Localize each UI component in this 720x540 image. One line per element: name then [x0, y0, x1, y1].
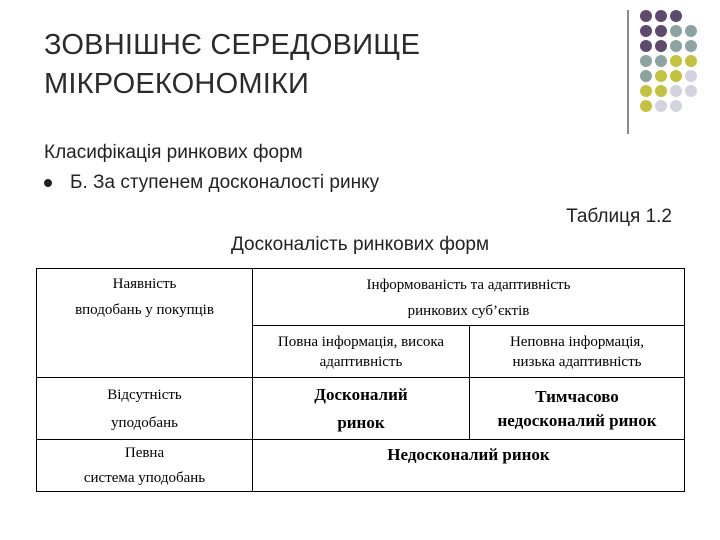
decor-dot: [655, 100, 667, 112]
decor-divider-line: [627, 10, 629, 134]
table-number-label: Таблиця 1.2: [566, 206, 672, 227]
decor-dot: [655, 10, 667, 22]
subheader-partial-info: Неповна інформація, низька адаптивність: [509, 333, 645, 370]
decor-dot: [670, 25, 682, 37]
bullet-item: [44, 172, 379, 194]
row-label-no-preferences: Відсутність уподобань: [107, 386, 182, 431]
decor-dot: [655, 70, 667, 82]
table-caption: Досконалість ринкових форм: [230, 234, 490, 255]
decor-dot: [640, 100, 652, 112]
decor-dot: [640, 10, 652, 22]
subtitle: Класифікація ринкових форм: [44, 142, 303, 163]
decor-dot: [670, 10, 682, 22]
decor-dot: [640, 25, 652, 37]
decor-dot: [670, 55, 682, 67]
decor-dot: [640, 40, 652, 52]
decor-dot: [640, 55, 652, 67]
decor-dot: [655, 40, 667, 52]
row-label-preference-system: Певна система уподобань: [83, 444, 206, 486]
decor-dot-grid: [640, 10, 710, 120]
slide-title: ЗОВНІШНЄ СЕРЕДОВИЩЕ МІКРОЕКОНОМІКИ: [44, 29, 421, 100]
decor-dot: [655, 25, 667, 37]
decor-dot: [640, 70, 652, 82]
decor-dot: [685, 25, 697, 37]
cell-imperfect-market: Недосконалий ринок: [387, 445, 550, 464]
bullet-icon: [44, 179, 52, 187]
decor-dot: [670, 40, 682, 52]
cell-perfect-market: Досконалий ринок: [314, 384, 408, 432]
decor-dot: [640, 85, 652, 97]
cell-temporary-imperfect-market: Тимчасово недосконалий ринок: [497, 386, 657, 430]
decor-dot: [685, 85, 697, 97]
bullet-text: Б. За ступенем досконалості ринку: [70, 172, 380, 193]
decor-dot: [655, 85, 667, 97]
decor-dot: [670, 70, 682, 82]
decor-dot: [685, 55, 697, 67]
decor-dot: [670, 85, 682, 97]
header-information: Інформованість та адаптивність ринкових суб’єктів: [366, 277, 571, 319]
market-forms-table: [36, 268, 685, 492]
subheader-full-info: Повна інформація, висока адаптивність: [277, 333, 445, 370]
header-preferences: Наявність вподобань у покупців: [75, 276, 214, 318]
decor-dot: [685, 40, 697, 52]
decor-dot: [685, 70, 697, 82]
decor-dot: [655, 55, 667, 67]
decor-dot: [670, 100, 682, 112]
